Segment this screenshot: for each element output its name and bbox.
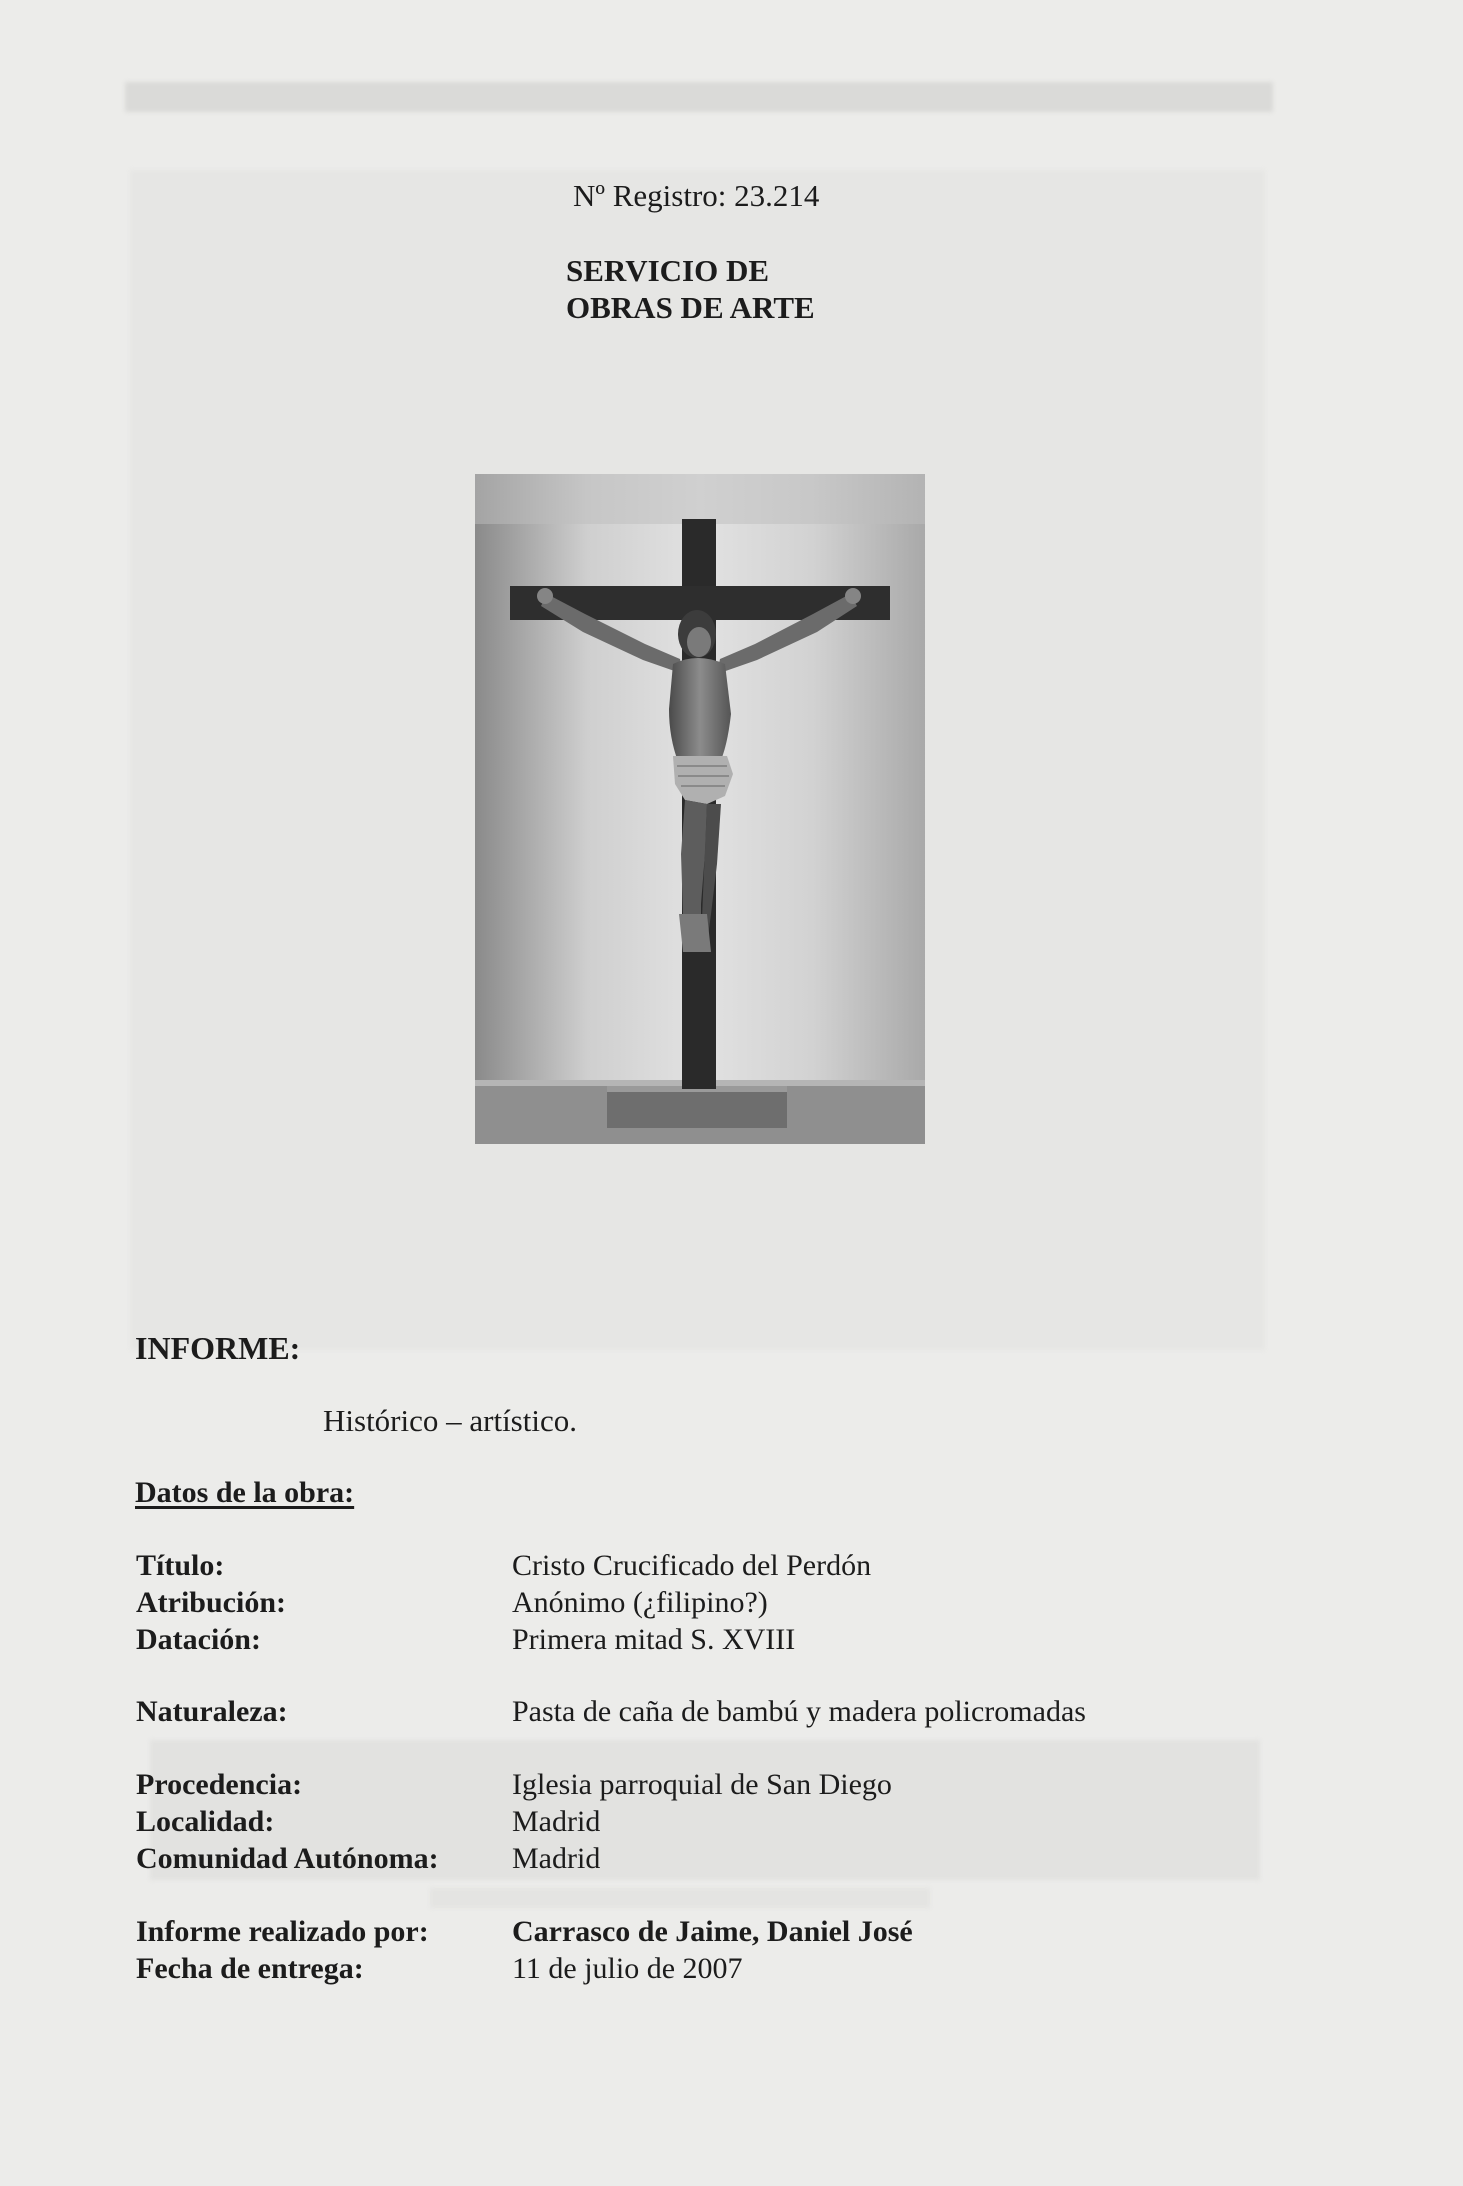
field-value-naturaleza: Pasta de caña de bambú y madera policromadas [512,1695,1086,1728]
service-title [566,252,815,326]
service-title-line1: SERVICIO DE [566,253,770,288]
field-label-procedencia: Procedencia: [136,1768,303,1801]
service-title-line2: OBRAS DE ARTE [566,290,815,325]
field-label-titulo: Título: [136,1549,225,1582]
registro-number: Nº Registro: 23.214 [573,178,820,213]
informe-type: Histórico – artístico. [323,1403,577,1438]
field-label-fecha-entrega: Fecha de entrega: [136,1952,364,1985]
field-value-datacion: Primera mitad S. XVIII [512,1623,796,1656]
field-value-comunidad: Madrid [512,1842,601,1875]
field-value-titulo: Cristo Crucificado del Perdón [512,1549,872,1582]
field-value-procedencia: Iglesia parroquial de San Diego [512,1768,892,1801]
field-label-datacion: Datación: [136,1623,261,1656]
bleed-through-band [125,82,1273,112]
field-value-autor-informe: Carrasco de Jaime, Daniel José [512,1915,913,1948]
field-label-comunidad: Comunidad Autónoma: [136,1842,439,1875]
field-value-fecha-entrega: 11 de julio de 2007 [512,1952,743,1985]
field-label-atribucion: Atribución: [136,1586,286,1619]
bleed-through-caption [430,1888,930,1908]
field-label-naturaleza: Naturaleza: [136,1695,288,1728]
crucifix-photo [475,474,925,1144]
field-value-atribucion: Anónimo (¿filipino?) [512,1586,768,1619]
datos-heading: Datos de la obra: [135,1476,355,1509]
field-value-localidad: Madrid [512,1805,601,1838]
field-label-localidad: Localidad: [136,1805,275,1838]
informe-heading: INFORME: [135,1330,301,1366]
field-label-autor-informe: Informe realizado por: [136,1915,429,1948]
